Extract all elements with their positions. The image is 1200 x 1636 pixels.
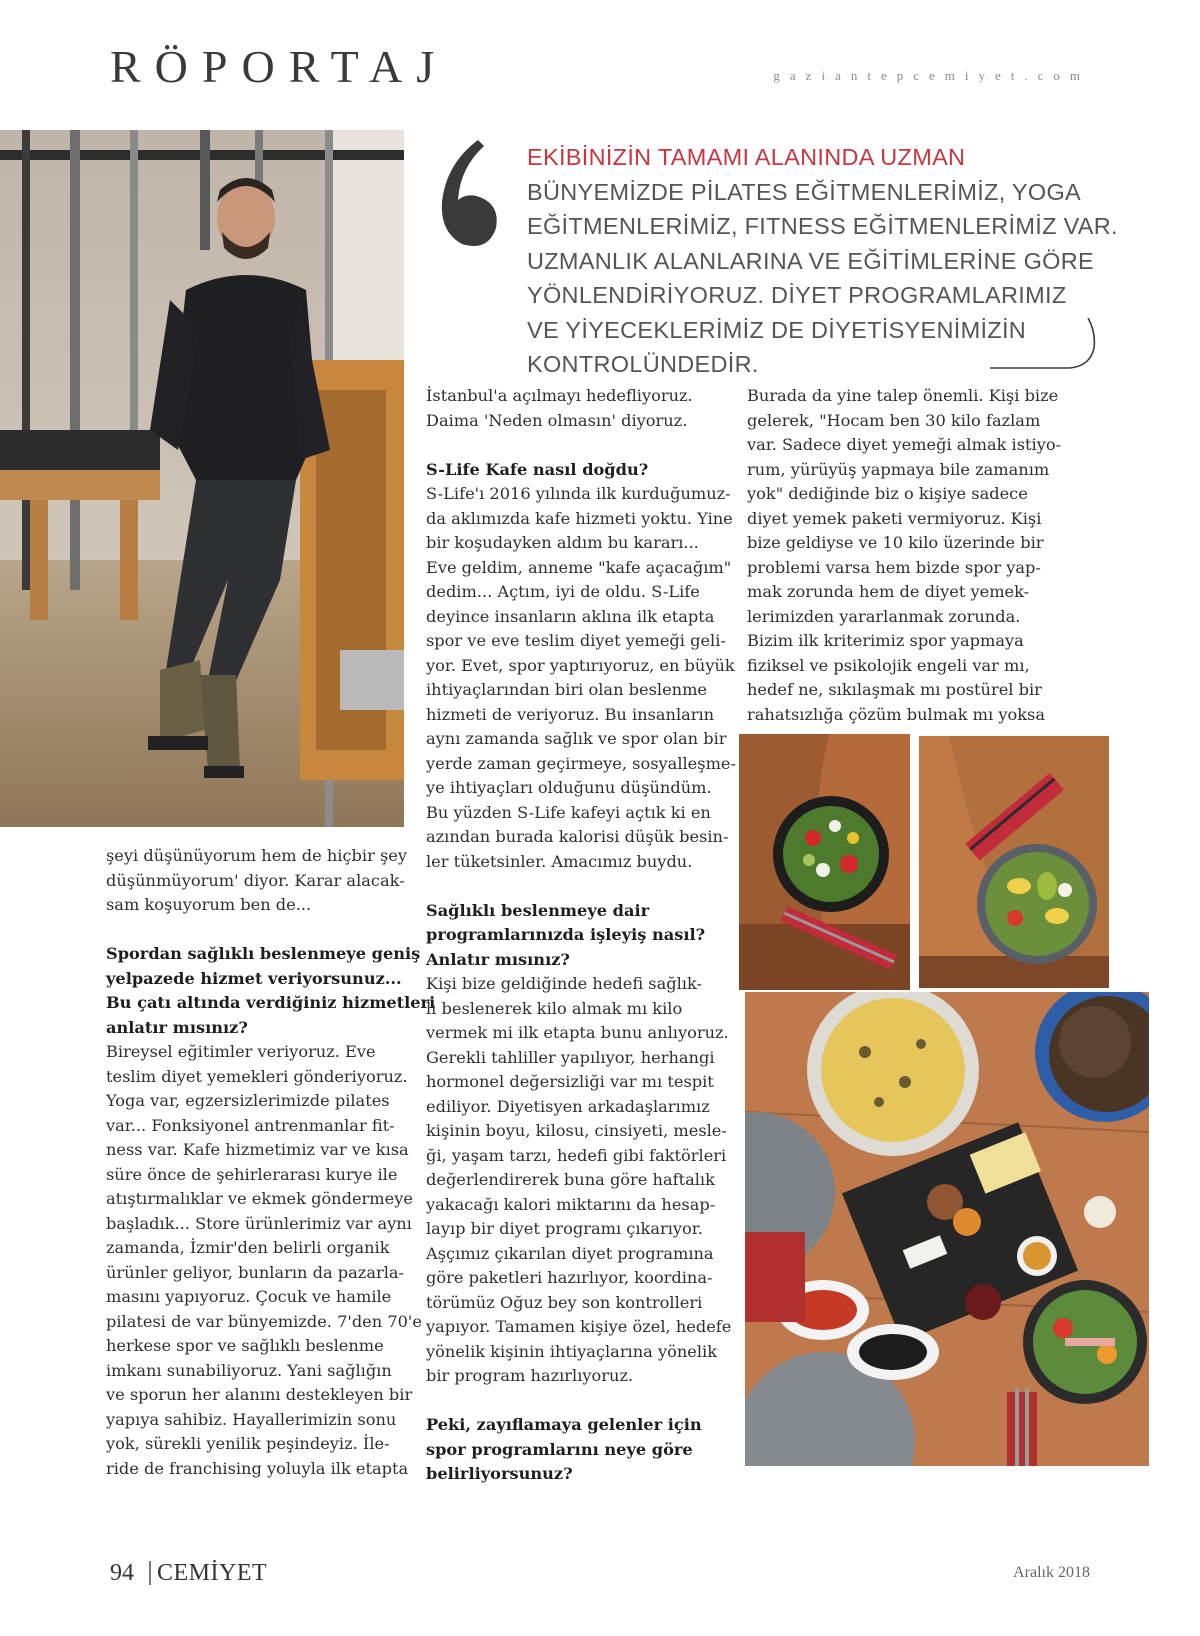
pull-quote-highlight: EKİBİNİZİN TAMAMI ALANINDA UZMAN (527, 144, 966, 170)
website-url: gaziantepcemiyet.com (773, 68, 1090, 83)
body-text-line: fiziksel ve psikolojik engeli var mı, (747, 655, 1030, 675)
body-text-line: törümüz Oğuz bey son kontrolleri (426, 1292, 703, 1312)
body-text-line: Bizim ilk kriterimiz spor yapmaya (747, 631, 1024, 650)
body-text-line: süre önce de şehirlerarası kurye ile (106, 1164, 398, 1184)
body-text-line: hizmeti de veriyoruz. Bu insanların (426, 704, 715, 724)
body-text-line: spor ve eve teslim diyet yemeği geli- (426, 631, 726, 650)
interview-question-line: Anlatır mısınız? (426, 949, 570, 969)
body-text-line: Kişi bize geldiğinde hedefi sağlık- (426, 974, 702, 993)
footer-divider (149, 1561, 151, 1585)
body-text-line: Gerekli tahliller yapılıyor, herhangi (426, 1047, 715, 1067)
body-text-line: teslim diyet yemekleri gönderiyoruz. (106, 1066, 408, 1086)
body-text-line: Yoga var, egzersizlerimizde pilates (106, 1091, 390, 1110)
body-text-line: düşünmüyorum' diyor. Karar alacak- (106, 870, 405, 890)
body-text-line: rahatsızlığa çözüm bulmak mı yoksa (747, 704, 1046, 724)
pull-quote-line: BÜNYEMİZDE PİLATES EĞİTMENLERİMİZ, YOGA (527, 178, 1082, 205)
body-text-line: herkese spor ve sağlıklı beslenme (106, 1336, 384, 1355)
body-text-line: kişinin boyu, kilosu, cinsiyeti, mesle- (426, 1121, 727, 1140)
body-text-line: rum, yürüyüş yapmaya bile zamanım (747, 459, 1050, 479)
page-number: 94 (110, 1560, 134, 1586)
pull-quote-line: EĞİTMENLERİMİZ, FITNESS EĞİTMENLERİMİZ VAR. (527, 213, 1118, 239)
interview-question-line: Peki, zayıflamaya gelenler için (426, 1415, 702, 1434)
body-text-line: S-Life'ı 2016 yılında ilk kurduğumuz- (426, 484, 731, 503)
issue-date: Aralık 2018 (1013, 1564, 1090, 1581)
column-2 (426, 384, 736, 1487)
body-text-line: dedim... Açtım, iyi de oldu. S-Life (426, 582, 700, 601)
body-text-line: layıp bir diyet programı çıkarıyor. (426, 1219, 703, 1238)
body-text-line: değerlendirerek buna göre haftalık (426, 1170, 715, 1189)
body-text-line: göre paketleri hazırlıyor, koordina- (426, 1268, 713, 1287)
quote-mark-icon (438, 140, 502, 252)
interview-question-line: anlatır mısınız? (106, 1017, 248, 1037)
body-text-line: sam koşuyorum ben de... (106, 895, 312, 914)
section-title: RÖPORTAJ (110, 41, 449, 92)
salad-photo-1 (739, 734, 910, 990)
body-text-line: problemi varsa hem bizde spor yap- (747, 557, 1041, 577)
body-text-line: azından burada kalorisi düşük besin- (426, 827, 729, 846)
body-text-line: hedef ne, sıkılaşmak mı postürel bir (747, 680, 1042, 699)
body-text-line: Bireysel eğitimler veriyoruz. Eve (106, 1042, 376, 1061)
interview-question-line: programlarınızda işleyiş nasıl? (426, 925, 706, 944)
body-text-line: var... Fonksiyonel antrenmanlar fit- (106, 1115, 395, 1135)
body-text-line: da aklımızda kafe hizmeti yoktu. Yine (426, 508, 733, 528)
body-text-line: yönelik kişinin ihtiyaçlarına yönelik (426, 1341, 718, 1361)
interview-question-line: Spordan sağlıklı beslenmeye geniş (106, 944, 421, 963)
body-text-line: lerimizden yararlanmak zorunda. (747, 606, 1021, 626)
salad-photo-2 (919, 736, 1109, 988)
body-text-line: pilatesi de var bünyemizde. 7'den 70'e (106, 1311, 422, 1331)
body-text-line: yok, sürekli yenilik peşindeyiz. İle- (106, 1434, 390, 1453)
body-text-line: ihtiyaçlarından biri olan beslenme (426, 680, 708, 699)
portrait-photo (0, 130, 404, 827)
pull-quote-line: KONTROLÜNDEDİR. (527, 351, 759, 377)
body-text-line: yerde zaman geçirmeye, sosyalleşme- (426, 753, 736, 773)
magazine-name: CEMİYET (157, 1560, 268, 1586)
body-text-line: ler tüketsinler. Amacımız buydu. (426, 851, 693, 871)
body-text-line: Bu yüzden S-Life kafeyi açtık ki en (426, 802, 711, 822)
interview-question-line: Bu çatı altında verdiğiniz hizmetleri (106, 993, 436, 1012)
body-text-line: deyince insanların aklına ilk etapta (426, 606, 715, 626)
body-text-line: gelerek, "Hocam ben 30 kilo fazlam (747, 410, 1041, 430)
body-text-line: başladık... Store ürünlerimiz var aynı (106, 1213, 412, 1233)
body-text-line: bir program hazırlıyoruz. (426, 1366, 634, 1385)
body-text-line: vermek mi ilk etapta bunu anlıyoruz. (426, 1023, 729, 1042)
body-text-line: mak zorunda hem de diyet yemek- (747, 582, 1030, 601)
pull-quote-line: YÖNLENDİRİYORUZ. DİYET PROGRAMLARIMIZ (527, 282, 1067, 308)
body-text-line: var. Sadece diyet yemeği almak istiyo- (747, 435, 1062, 454)
body-text-line: Eve geldim, anneme "kafe açacağım" (426, 557, 732, 577)
body-text-line: Aşçımız çıkarılan diyet programına (426, 1243, 714, 1263)
interview-question-line: Sağlıklı beslenmeye dair (426, 900, 650, 920)
body-text-line: İstanbul'a açılmayı hedefliyoruz. (426, 386, 693, 405)
body-text-line: ürünler geliyor, bunların da pazarla- (106, 1262, 405, 1282)
interview-question-line: yelpazede hizmet veriyorsunuz... (106, 968, 402, 988)
body-text-line: bir koşudayken aldım bu kararı... (426, 533, 699, 552)
body-text-line: imkanı sunabiliyoruz. Yani sağlığın (106, 1360, 392, 1380)
body-text-line: diyet yemek paketi vermiyoruz. Kişi (747, 508, 1042, 528)
body-text-line: ği, yaşam tarzı, hedefi gibi faktörleri (426, 1145, 727, 1165)
body-text-line: ness var. Kafe hizmetimiz var ve kısa (106, 1140, 409, 1159)
pull-quote-line: UZMANLIK ALANLARINA VE EĞİTİMLERİNE GÖRE (527, 247, 1095, 274)
body-text-line: ye ihtiyaçları olduğunu düşündüm. (426, 778, 712, 797)
body-text-line: yapıya sahibiz. Hayallerimizin sonu (106, 1409, 397, 1429)
body-text-line: Daima 'Neden olmasın' diyoruz. (426, 410, 688, 430)
breakfast-photo (745, 992, 1149, 1466)
body-text-line: ride de franchising yoluyla ilk etapta (106, 1458, 409, 1478)
body-text-line: hormonel değersizliği var mı tespit (426, 1072, 714, 1091)
body-text-line: Burada da yine talep önemli. Kişi bize (747, 386, 1059, 405)
body-text-line: şeyi düşünüyorum hem de hiçbir şey (106, 846, 407, 865)
body-text-line: masını yapıyoruz. Çocuk ve hamile (106, 1287, 392, 1306)
column-3 (747, 384, 1062, 727)
interview-question-line: S-Life Kafe nasıl doğdu? (426, 459, 649, 479)
body-text-line: yok" dediğinde biz o kişiye sadece (747, 484, 1028, 503)
body-text-line: yakacağı kalori miktarını da hesap- (426, 1194, 716, 1214)
quote-end-flourish-icon (990, 318, 1100, 374)
column-1 (106, 844, 436, 1481)
interview-question-line: spor programlarını neye göre (426, 1439, 693, 1459)
pull-quote-line: VE YİYECEKLERİMİZ DE DİYETİSYENİMİZİN (527, 316, 1027, 343)
interview-question-line: belirliyorsunuz? (426, 1464, 573, 1483)
body-text-line: ediliyor. Diyetisyen arkadaşlarımız (426, 1096, 710, 1116)
body-text-line: yapıyor. Tamamen kişiye özel, hedefe (426, 1317, 732, 1336)
body-text-line: bize geldiyse ve 10 kilo üzerinde bir (747, 533, 1044, 552)
body-text-line: aynı zamanda sağlık ve spor olan bir (426, 729, 727, 748)
body-text-line: lı beslenerek kilo almak mı kilo (426, 998, 683, 1018)
body-text-line: atıştırmalıklar ve ekmek göndermeye (106, 1189, 413, 1208)
body-text-line: yor. Evet, spor yaptırıyoruz, en büyük (426, 655, 735, 675)
body-text-line: zamanda, İzmir'den belirli organik (106, 1238, 390, 1257)
body-text-line: ve sporun her alanını destekleyen bir (106, 1385, 413, 1404)
